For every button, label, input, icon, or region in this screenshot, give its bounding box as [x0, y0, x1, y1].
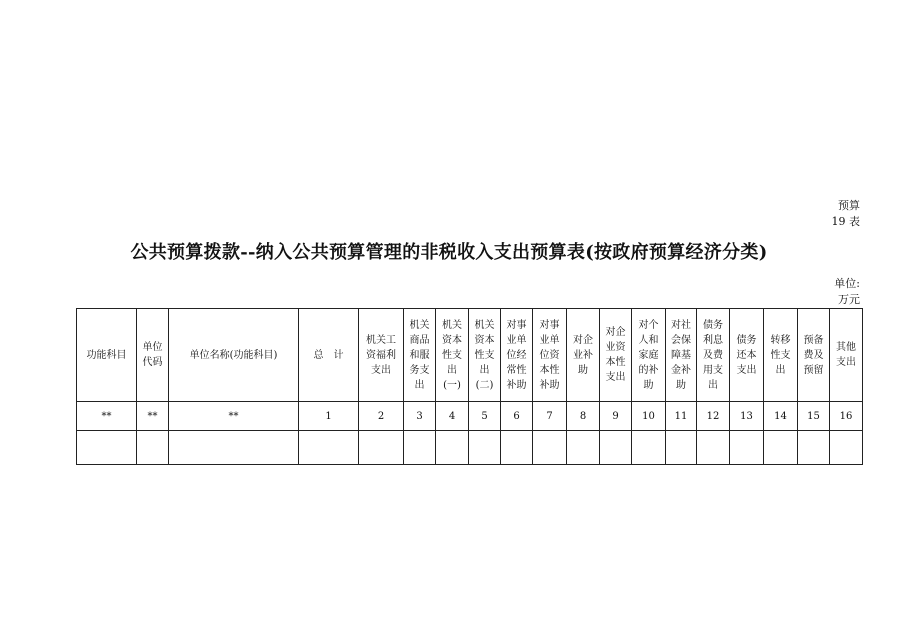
index-cell: 13 [730, 402, 764, 431]
index-cell: 10 [632, 402, 666, 431]
table-cell [666, 431, 697, 465]
index-cell: 16 [830, 402, 863, 431]
index-cell: 12 [697, 402, 730, 431]
table-cell [359, 431, 404, 465]
table-row [77, 431, 863, 465]
col-header: 对事业单位经常性补助 [501, 309, 533, 402]
form-code-line2: 19 表 [831, 215, 860, 228]
table-cell [137, 431, 169, 465]
table-cell [469, 431, 501, 465]
table-cell [567, 431, 600, 465]
index-cell: 9 [600, 402, 632, 431]
col-header: 对企业资本性支出 [600, 309, 632, 402]
col-header: 转移性支出 [764, 309, 798, 402]
index-cell: ** [137, 402, 169, 431]
header-row [77, 309, 863, 402]
table-cell [436, 431, 469, 465]
table-cell [764, 431, 798, 465]
unit-label: 单位: [834, 277, 860, 290]
page-title: 公共预算拨款--纳入公共预算管理的非税收入支出预算表(按政府预算经济分类) [130, 242, 768, 263]
unit-value: 万元 [838, 293, 860, 306]
col-header: 机关资本性支出(一) [436, 309, 469, 402]
table-cell [77, 431, 137, 465]
table-cell [533, 431, 567, 465]
col-header: 其他支出 [830, 309, 863, 402]
col-header: 功能科目 [77, 309, 137, 402]
form-code-line1: 预算 [838, 199, 860, 212]
index-cell: 1 [299, 402, 359, 431]
col-header: 对事业单位资本性补助 [533, 309, 567, 402]
table-cell [169, 431, 299, 465]
index-row [77, 402, 863, 431]
col-header: 债务利息及费用支出 [697, 309, 730, 402]
col-header: 机关工资福利支出 [359, 309, 404, 402]
col-header: 债务还本支出 [730, 309, 764, 402]
table-cell [798, 431, 830, 465]
index-cell: 15 [798, 402, 830, 431]
index-cell: 3 [404, 402, 436, 431]
col-header: 对社会保障基金补助 [666, 309, 697, 402]
table-cell [830, 431, 863, 465]
table-cell [697, 431, 730, 465]
col-header: 对个人和家庭的补助 [632, 309, 666, 402]
col-header: 机关资本性支出(二) [469, 309, 501, 402]
table-cell [299, 431, 359, 465]
index-cell: ** [77, 402, 137, 431]
col-header: 总 计 [299, 309, 359, 402]
col-header: 机关商品和服务支出 [404, 309, 436, 402]
index-cell: 4 [436, 402, 469, 431]
index-cell: ** [169, 402, 299, 431]
index-cell: 11 [666, 402, 697, 431]
col-header: 对企业补助 [567, 309, 600, 402]
table-cell [501, 431, 533, 465]
col-header: 单位名称(功能科目) [169, 309, 299, 402]
budget-table [76, 308, 863, 465]
col-header: 预备费及预留 [798, 309, 830, 402]
table-cell [632, 431, 666, 465]
index-cell: 2 [359, 402, 404, 431]
index-cell: 7 [533, 402, 567, 431]
index-cell: 8 [567, 402, 600, 431]
index-cell: 6 [501, 402, 533, 431]
index-cell: 14 [764, 402, 798, 431]
table-cell [404, 431, 436, 465]
index-cell: 5 [469, 402, 501, 431]
col-header: 单位代码 [137, 309, 169, 402]
table-cell [730, 431, 764, 465]
table-cell [600, 431, 632, 465]
